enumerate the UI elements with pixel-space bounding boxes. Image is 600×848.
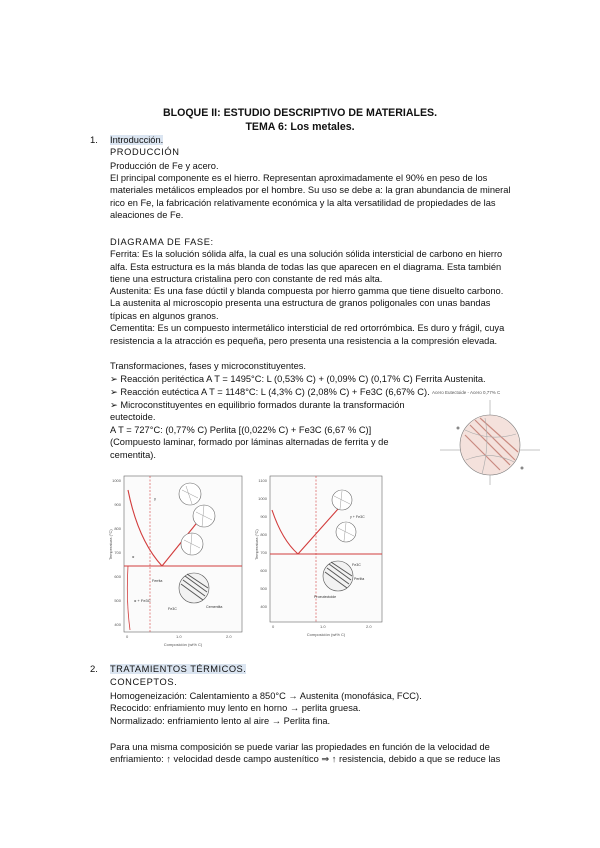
fig1-label-ferrita: Ferrita bbox=[152, 579, 163, 583]
fig2-label-proeutectoide: Proeutectoide bbox=[314, 595, 337, 599]
fig1-label-alpha-fe3c: α + Fe3C bbox=[134, 598, 151, 603]
doc-title-bloque: BLOQUE II: ESTUDIO DESCRIPTIVO DE MATERIALES. bbox=[162, 107, 438, 119]
section1-number: 1. bbox=[90, 135, 98, 146]
fig1-label-alpha: α bbox=[132, 554, 135, 559]
section1-heading-text: Introducción. bbox=[110, 135, 164, 145]
phase-paragraph-line: La austenita al microscopio presenta una estructura de granos poligonales con unas bandas bbox=[110, 298, 491, 308]
small-figure-drawing bbox=[430, 390, 550, 490]
fig2-xlabel: Composición (wt% C) bbox=[306, 632, 346, 637]
section2-heading-text: TRATAMIENTOS TÉRMICOS. bbox=[110, 664, 247, 674]
fig2-ytick: 400 bbox=[260, 604, 267, 609]
bullet-microconst: ➢ Microconstituyentes en equilibrio formados durante la transformación bbox=[110, 400, 405, 410]
fig1-ytick: 400 bbox=[114, 622, 121, 627]
phase-paragraph-line: Ferrita: Es la solución sólida alfa, la cual es una solución sólida intersticial de carbono en hierro bbox=[110, 249, 503, 259]
intro-paragraph-line: materiales metálicos empleados por el hombre. Su uso se debe a: la gran abundancia de mineral bbox=[110, 185, 511, 195]
fig2-ylabel: Temperatura (°C) bbox=[254, 529, 259, 560]
phase-paragraph-line: Austenita: Es una fase dúctil y blanda compuesta por hierro gamma que tiene disuelto carbono. bbox=[110, 286, 504, 296]
phase-diagram-hypoeutectoid bbox=[108, 470, 250, 650]
fig2-ytick: 600 bbox=[260, 568, 267, 573]
fig1-label-fe3c: Fe3C bbox=[168, 607, 177, 611]
eutectoid-line: A T = 727°C: (0,77% C) Perlita [(0,022% C) + Fe3C (6,67 % C)] bbox=[110, 425, 372, 435]
concept-line: Recocido: enfriamiento muy lento en horno → perlita gruesa. bbox=[110, 703, 361, 713]
treatment-paragraph-line: Para una misma composición se puede variar las propiedades en función de la velocidad de bbox=[110, 742, 490, 752]
bullet-eutectic: ➢ Reacción eutéctica A T = 1148°C: L (4,3% C) (2,08% C) + Fe3C (6,67% C). bbox=[110, 387, 430, 397]
fig1-ylabel: Temperatura (°C) bbox=[108, 529, 113, 560]
section1-heading bbox=[110, 134, 163, 146]
small-figure-caption: Acero Eutectoide - Acero 0,77% C bbox=[432, 390, 501, 395]
fig2-ytick: 800 bbox=[260, 532, 267, 537]
section2-heading bbox=[110, 663, 246, 675]
eutectoid-small-figure bbox=[430, 390, 550, 490]
phase-diagram-hypereutectoid bbox=[254, 470, 386, 640]
fig2-xtick: 0 bbox=[272, 624, 275, 629]
fig2-ytick: 1000 bbox=[258, 496, 267, 501]
section2-number: 2. bbox=[90, 664, 98, 675]
fig2-ytick: 700 bbox=[260, 550, 267, 555]
eutectoid-line: cementita). bbox=[110, 450, 156, 460]
fig1-ytick: 800 bbox=[114, 526, 121, 531]
fig1-ytick: 500 bbox=[114, 598, 121, 603]
produccion-line: Producción de Fe y acero. bbox=[110, 161, 219, 171]
phase-paragraph-line: Cementita: Es un compuesto intermetálico intersticial de red ortorrómbica. Es duro y frágil, cuya bbox=[110, 323, 505, 333]
fig1-label-gamma: γ bbox=[154, 496, 156, 501]
fig1-ytick: 900 bbox=[114, 502, 121, 507]
doc-title-tema: TEMA 6: Los metales. bbox=[245, 121, 355, 133]
phase-paragraph-line: tiene una estructura cristalina pero con constante de red más alta. bbox=[110, 274, 383, 284]
fig2-ytick: 500 bbox=[260, 586, 267, 591]
fig2-label-fe3c: Fe3C bbox=[352, 563, 361, 567]
fig1-ytick: 700 bbox=[114, 550, 121, 555]
eutectoid-line: (Compuesto laminar, formado por láminas alternadas de ferrita y de bbox=[110, 437, 389, 447]
fig1-ytick: 1000 bbox=[112, 478, 121, 483]
fig1-xlabel: Composición (wt% C) bbox=[163, 642, 203, 647]
fig2-label-gamma-fe3c: γ + Fe3C bbox=[350, 515, 365, 519]
intro-paragraph-line: rico en Fe, la fabricación relativamente económica y la alta versatilidad de propiedades de las bbox=[110, 198, 496, 208]
treatment-paragraph-line: enfriamiento: ↑ velocidad desde campo austenítico ⇒ ↑ resistencia, debido a que se reduce las bbox=[110, 754, 501, 764]
bullet-peritectic: ➢ Reacción peritéctica A T = 1495°C: L (0,53% C) + (0,09% C) (0,17% C) Ferrita Austenita. bbox=[110, 374, 486, 384]
fig2-xtick: 1.0 bbox=[320, 624, 326, 629]
transform-title: Transformaciones, fases y microconstituyentes. bbox=[110, 361, 306, 371]
fig2-ytick: 1100 bbox=[258, 478, 267, 483]
concept-line: Homogeneización: Calentamiento a 850°C → Austenita (monofásica, FCC). bbox=[110, 691, 422, 701]
phase-diagram-2 bbox=[254, 470, 386, 640]
intro-paragraph-line: aleaciones de Fe. bbox=[110, 210, 184, 220]
concept-line: Normalizado: enfriamiento lento al aire → Perlita fina. bbox=[110, 716, 331, 726]
bullet-microconst-cont: eutectoide. bbox=[110, 412, 156, 422]
phase-diagram-1 bbox=[108, 470, 250, 650]
conceptos-subtitle: CONCEPTOS. bbox=[110, 677, 178, 687]
phase-paragraph-line: resistencia a la atracción es pequeña, pero presenta una resistencia a la compresión elevada. bbox=[110, 336, 498, 346]
phase-paragraph-line: típicas en algunos granos. bbox=[110, 311, 219, 321]
fig2-label-perlita: Perlita bbox=[354, 577, 365, 581]
fig2-xtick: 2.0 bbox=[366, 624, 372, 629]
fig2-ytick: 900 bbox=[260, 514, 267, 519]
fig1-xtick: 0 bbox=[126, 634, 129, 639]
diagrama-subtitle: DIAGRAMA DE FASE: bbox=[110, 237, 214, 247]
fig1-ytick: 600 bbox=[114, 574, 121, 579]
fig1-label-cementita: Cementita bbox=[206, 605, 223, 609]
fig1-xtick: 1.0 bbox=[176, 634, 182, 639]
intro-paragraph-line: El principal componente es el hierro. Representan aproximadamente el 90% en peso de los bbox=[110, 173, 488, 183]
produccion-subtitle: PRODUCCIÓN bbox=[110, 147, 180, 157]
fig1-xtick: 2.0 bbox=[226, 634, 232, 639]
phase-paragraph-line: alfa. Esta estructura es la más blanda de todas las que aparecen en el diagrama. Esta también bbox=[110, 262, 502, 272]
